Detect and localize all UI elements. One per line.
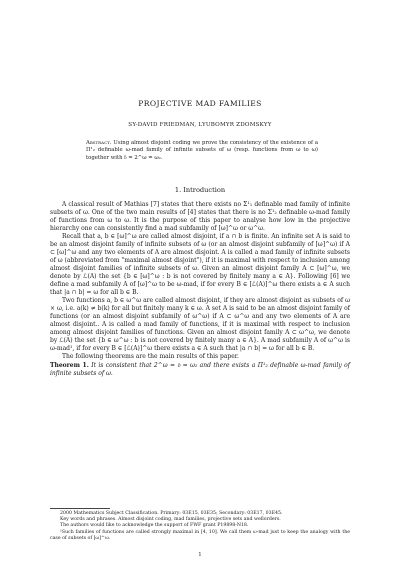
footnote: The authors would like to acknowledge the support of FWF grant P19898-N18. bbox=[60, 523, 249, 529]
page-number: 1 bbox=[198, 552, 202, 558]
theorem-text: It is consistent that 2^ω = 𝔟 = ω₂ and there exists a Π¹₂ definable ω-mad family of infinite subsets of ω. bbox=[50, 362, 350, 377]
section-heading: 1. Introduction bbox=[174, 186, 226, 194]
theorem bbox=[50, 362, 350, 378]
abstract-text: Using almost disjoint coding we prove the consistency of the existence of a Π¹₂ definable ω-mad family of infinite subsets of ω (resp. functions from ω to ω) together with 𝔟 = 2^ω = ω₂. bbox=[86, 140, 319, 161]
footnote: ¹Such families of functions are called strongly maximal in [4, 10]. We call them ω-mad just to keep the analogy with the case of subsets of [ω]^ω. bbox=[50, 529, 350, 541]
footnotes bbox=[50, 511, 350, 542]
abstract bbox=[86, 140, 318, 162]
paper-authors: SY-DAVID FRIEDMAN, LYUBOMYR ZDOMSKYY bbox=[128, 122, 272, 128]
paragraph: Recall that a, b ∈ [ω]^ω are called almost disjoint, if a ∩ b is finite. An infinite set A is said to be an almost disjoint family of infinite subsets of ω (or an almost disjoint subfamily of [ω]^ω) if A ⊂ [ω]^ω and any two elements of A are almost disjoint. A is called a mad family of infinite subsets of ω (abbreviated from "maximal almost disjoint"), if it is maximal with respect to inclusion among almost disjoint families of infinite subsets of ω. Given an almost disjoint family A ⊂ [ω]^ω, we denote by ℒ(A) the set {b ∈ [ω]^ω : b is not covered by finitely many a ∈ A}. Following [6] we define a mad subfamily A of [ω]^ω to be ω-mad, if for every B ∈ [ℒ(A)]^ω there exists a ∈ A such that |a ∩ b| = ω for all b ∈ B. bbox=[50, 233, 350, 296]
paragraph: The following theorems are the main results of this paper. bbox=[62, 353, 239, 360]
footnote: 2000 Mathematics Subject Classification. Primary: 03E15, 03E35; Secondary: 03E17, 03E45. bbox=[60, 511, 283, 516]
footnote: Key words and phrases. Almost disjoint coding, mad families, projective sets and wellorders. bbox=[60, 517, 281, 523]
theorem-label: Theorem 1. bbox=[50, 362, 89, 369]
paragraph: Two functions a, b ∈ ω^ω are called almost disjoint, if they are almost disjoint as subsets of ω × ω, i.e. a(k) ≠ b(k) for all but finitely many k ∈ ω. A set A is said to be an almost disjoint family of functions (or an almost disjoint subfamily of ω^ω) if A ⊂ ω^ω and any two elements of A are almost disjoint.. A is called a mad family of functions, if it is maximal with respect to inclusion among almost disjoint families of functions. Given an almost disjoint family A ⊂ ω^ω, we denote by ℒ(A) the set {b ∈ ω^ω : b is not covered by finitely many a ∈ A}. A mad subfamily A of ω^ω is ω-mad¹, if for every B ∈ [ℒ(A)]^ω there exists a ∈ A such that |a ∩ b| = ω for all b ∈ B. bbox=[50, 297, 350, 352]
paragraph: A classical result of Mathias [7] states that there exists no Σ¹₁ definable mad family of infinite subsets of ω. One of the two main results of [4] states that there is no Σ¹₂ definable ω-mad family of functions from ω to ω. It is the purpose of this paper to analyse how low in the projective hierarchy one can consistently find a mad subfamily of [ω]^ω or ω^ω. bbox=[50, 201, 350, 232]
body-text bbox=[50, 201, 350, 378]
abstract-label: Abstract. bbox=[86, 140, 112, 146]
paper-title: PROJECTIVE MAD FAMILIES bbox=[138, 99, 262, 108]
footnote-rule bbox=[50, 508, 110, 509]
